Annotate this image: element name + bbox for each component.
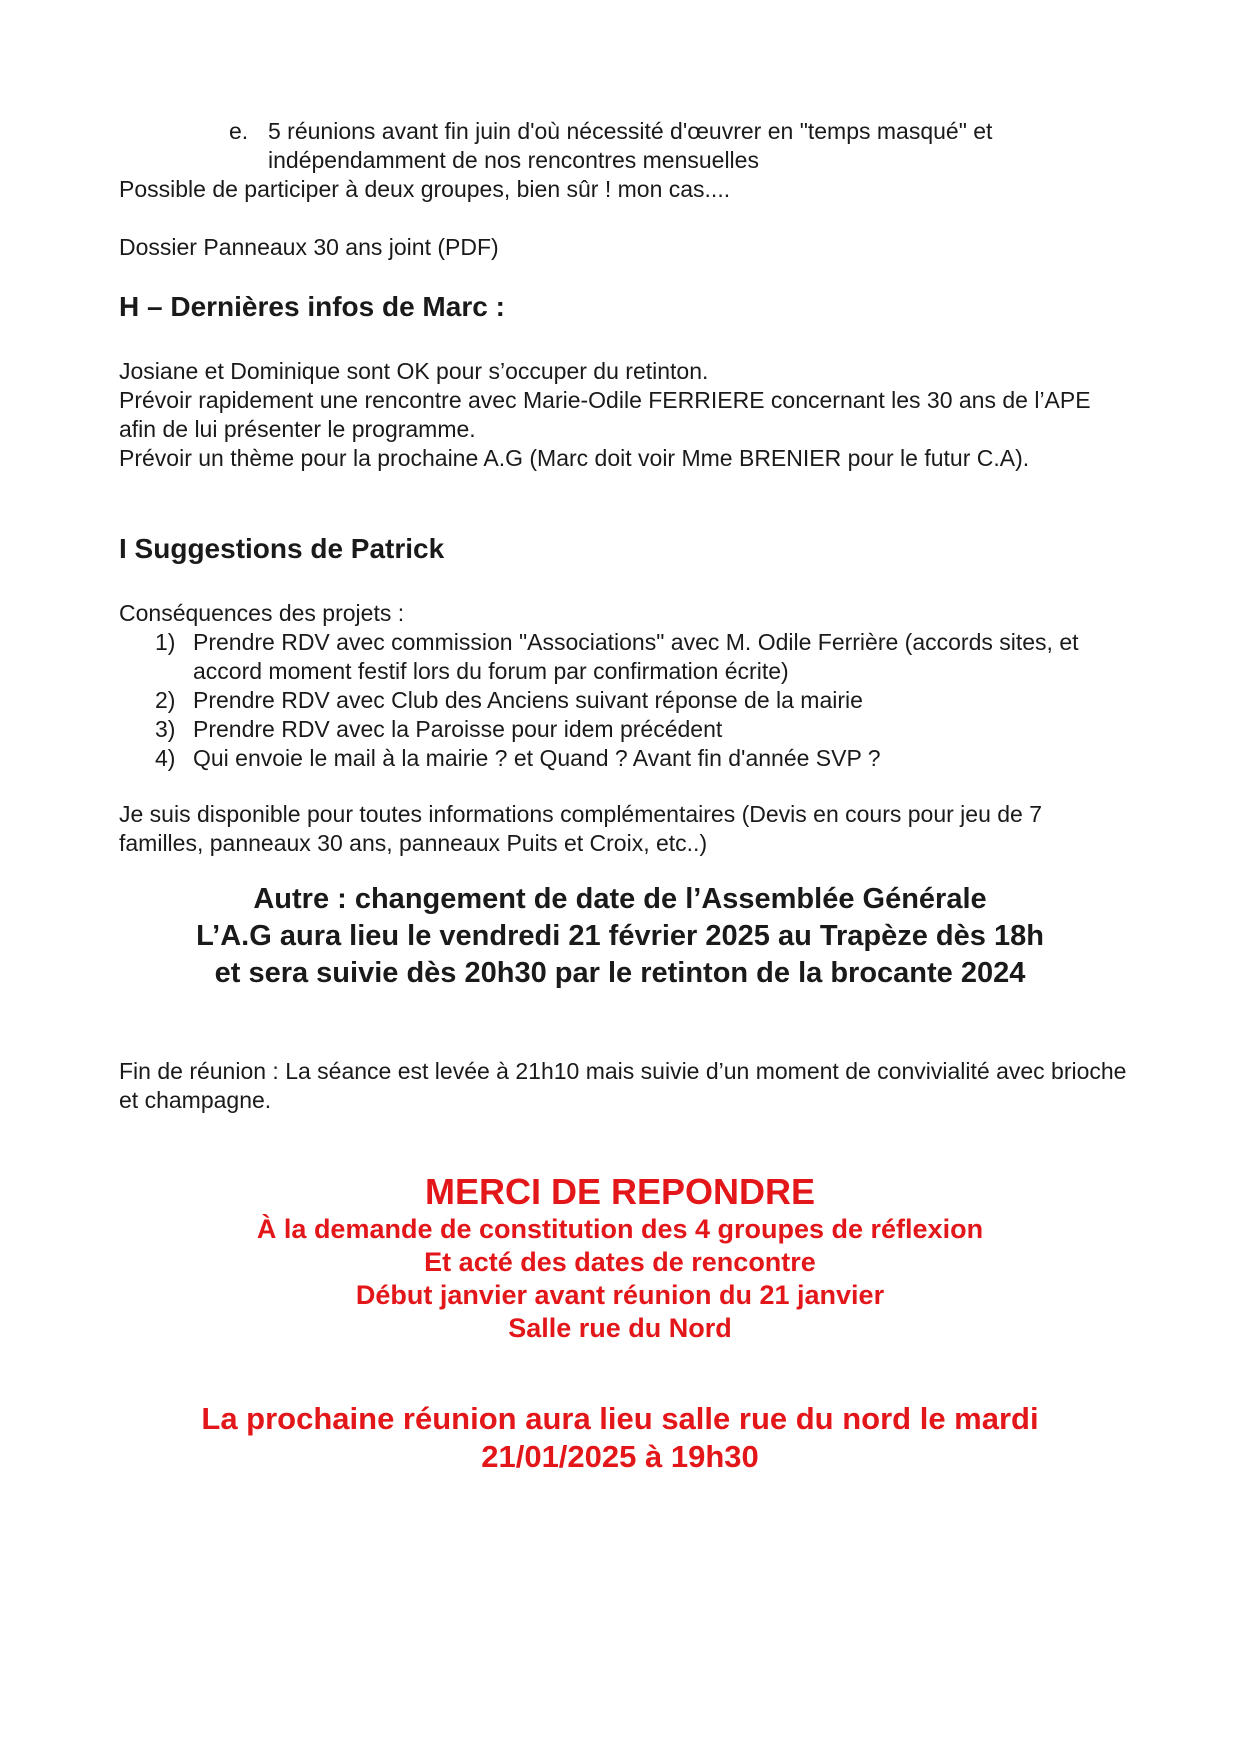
ag-notice-line2: L’A.G aura lieu le vendredi 21 février 2025 au Trapèze dès 18h bbox=[196, 920, 1044, 952]
ag-notice bbox=[0, 881, 1240, 992]
section-i-intro: Conséquences des projets : bbox=[119, 600, 405, 626]
next-meeting-line2: 21/01/2025 à 19h30 bbox=[481, 1439, 759, 1474]
merci-line3: Début janvier avant réunion du 21 janvier bbox=[355, 1280, 885, 1310]
merci-title: MERCI DE REPONDRE bbox=[424, 1171, 816, 1212]
section-i-title: I Suggestions de Patrick bbox=[119, 533, 445, 564]
section-h-title: H – Dernières infos de Marc : bbox=[119, 291, 505, 322]
list-marker: e. bbox=[229, 118, 249, 144]
possible-text: Possible de participer à deux groupes, bien sûr ! mon cas.... bbox=[119, 176, 731, 202]
merci-block bbox=[0, 1171, 1240, 1345]
next-meeting bbox=[0, 1400, 1240, 1476]
availability-text: Je suis disponible pour toutes informations complémentaires (Devis en cours pour jeu de 7 familles, panneaux 30 ans, panneaux Puits et Croix, etc..) bbox=[119, 801, 1043, 856]
list-number: 4) bbox=[155, 745, 176, 771]
list-number: 2) bbox=[155, 687, 176, 713]
section-h-para2: Prévoir rapidement une rencontre avec Marie-Odile FERRIERE concernant les 30 ans de l’APE afin de lui présenter le programme. bbox=[119, 387, 1091, 442]
list-item-text: Prendre RDV avec Club des Anciens suivant réponse de la mairie bbox=[193, 687, 863, 713]
list-item bbox=[155, 686, 1129, 715]
next-meeting-line1: La prochaine réunion aura lieu salle rue du nord le mardi bbox=[201, 1401, 1039, 1436]
dossier-text: Dossier Panneaux 30 ans joint (PDF) bbox=[119, 234, 499, 260]
list-item-text: 5 réunions avant fin juin d'où nécessité d'œuvrer en "temps masqué" et indépendamment de nos rencontres mensuelles bbox=[268, 118, 993, 173]
list-item-text: Qui envoie le mail à la mairie ? et Quand ? Avant fin d'année SVP ? bbox=[193, 745, 881, 771]
merci-line2: Et acté des dates de rencontre bbox=[424, 1247, 816, 1277]
list-item bbox=[155, 744, 1129, 773]
merci-line1: À la demande de constitution des 4 groupes de réflexion bbox=[256, 1214, 984, 1244]
list-item-e bbox=[229, 117, 1129, 175]
list-number: 3) bbox=[155, 716, 176, 742]
ag-notice-line3: et sera suivie dès 20h30 par le retinton de la brocante 2024 bbox=[214, 957, 1026, 989]
section-h-para3: Prévoir un thème pour la prochaine A.G (Marc doit voir Mme BRENIER pour le futur C.A). bbox=[119, 445, 1030, 471]
list-item bbox=[155, 715, 1129, 744]
section-h-para1: Josiane et Dominique sont OK pour s’occuper du retinton. bbox=[119, 358, 709, 384]
ag-notice-line1: Autre : changement de date de l’Assemblée Générale bbox=[253, 883, 987, 915]
list-item-text: Prendre RDV avec la Paroisse pour idem précédent bbox=[193, 716, 723, 742]
list-item-text: Prendre RDV avec commission "Associations" avec M. Odile Ferrière (accords sites, et accord moment festif lors du forum par confirmation écrite) bbox=[193, 629, 1079, 684]
numbered-list bbox=[155, 628, 1129, 773]
list-number: 1) bbox=[155, 629, 176, 655]
merci-line4: Salle rue du Nord bbox=[508, 1313, 732, 1343]
list-item bbox=[155, 628, 1129, 686]
closing-text: Fin de réunion : La séance est levée à 21h10 mais suivie d’un moment de convivialité avec brioche et champagne. bbox=[119, 1058, 1127, 1113]
